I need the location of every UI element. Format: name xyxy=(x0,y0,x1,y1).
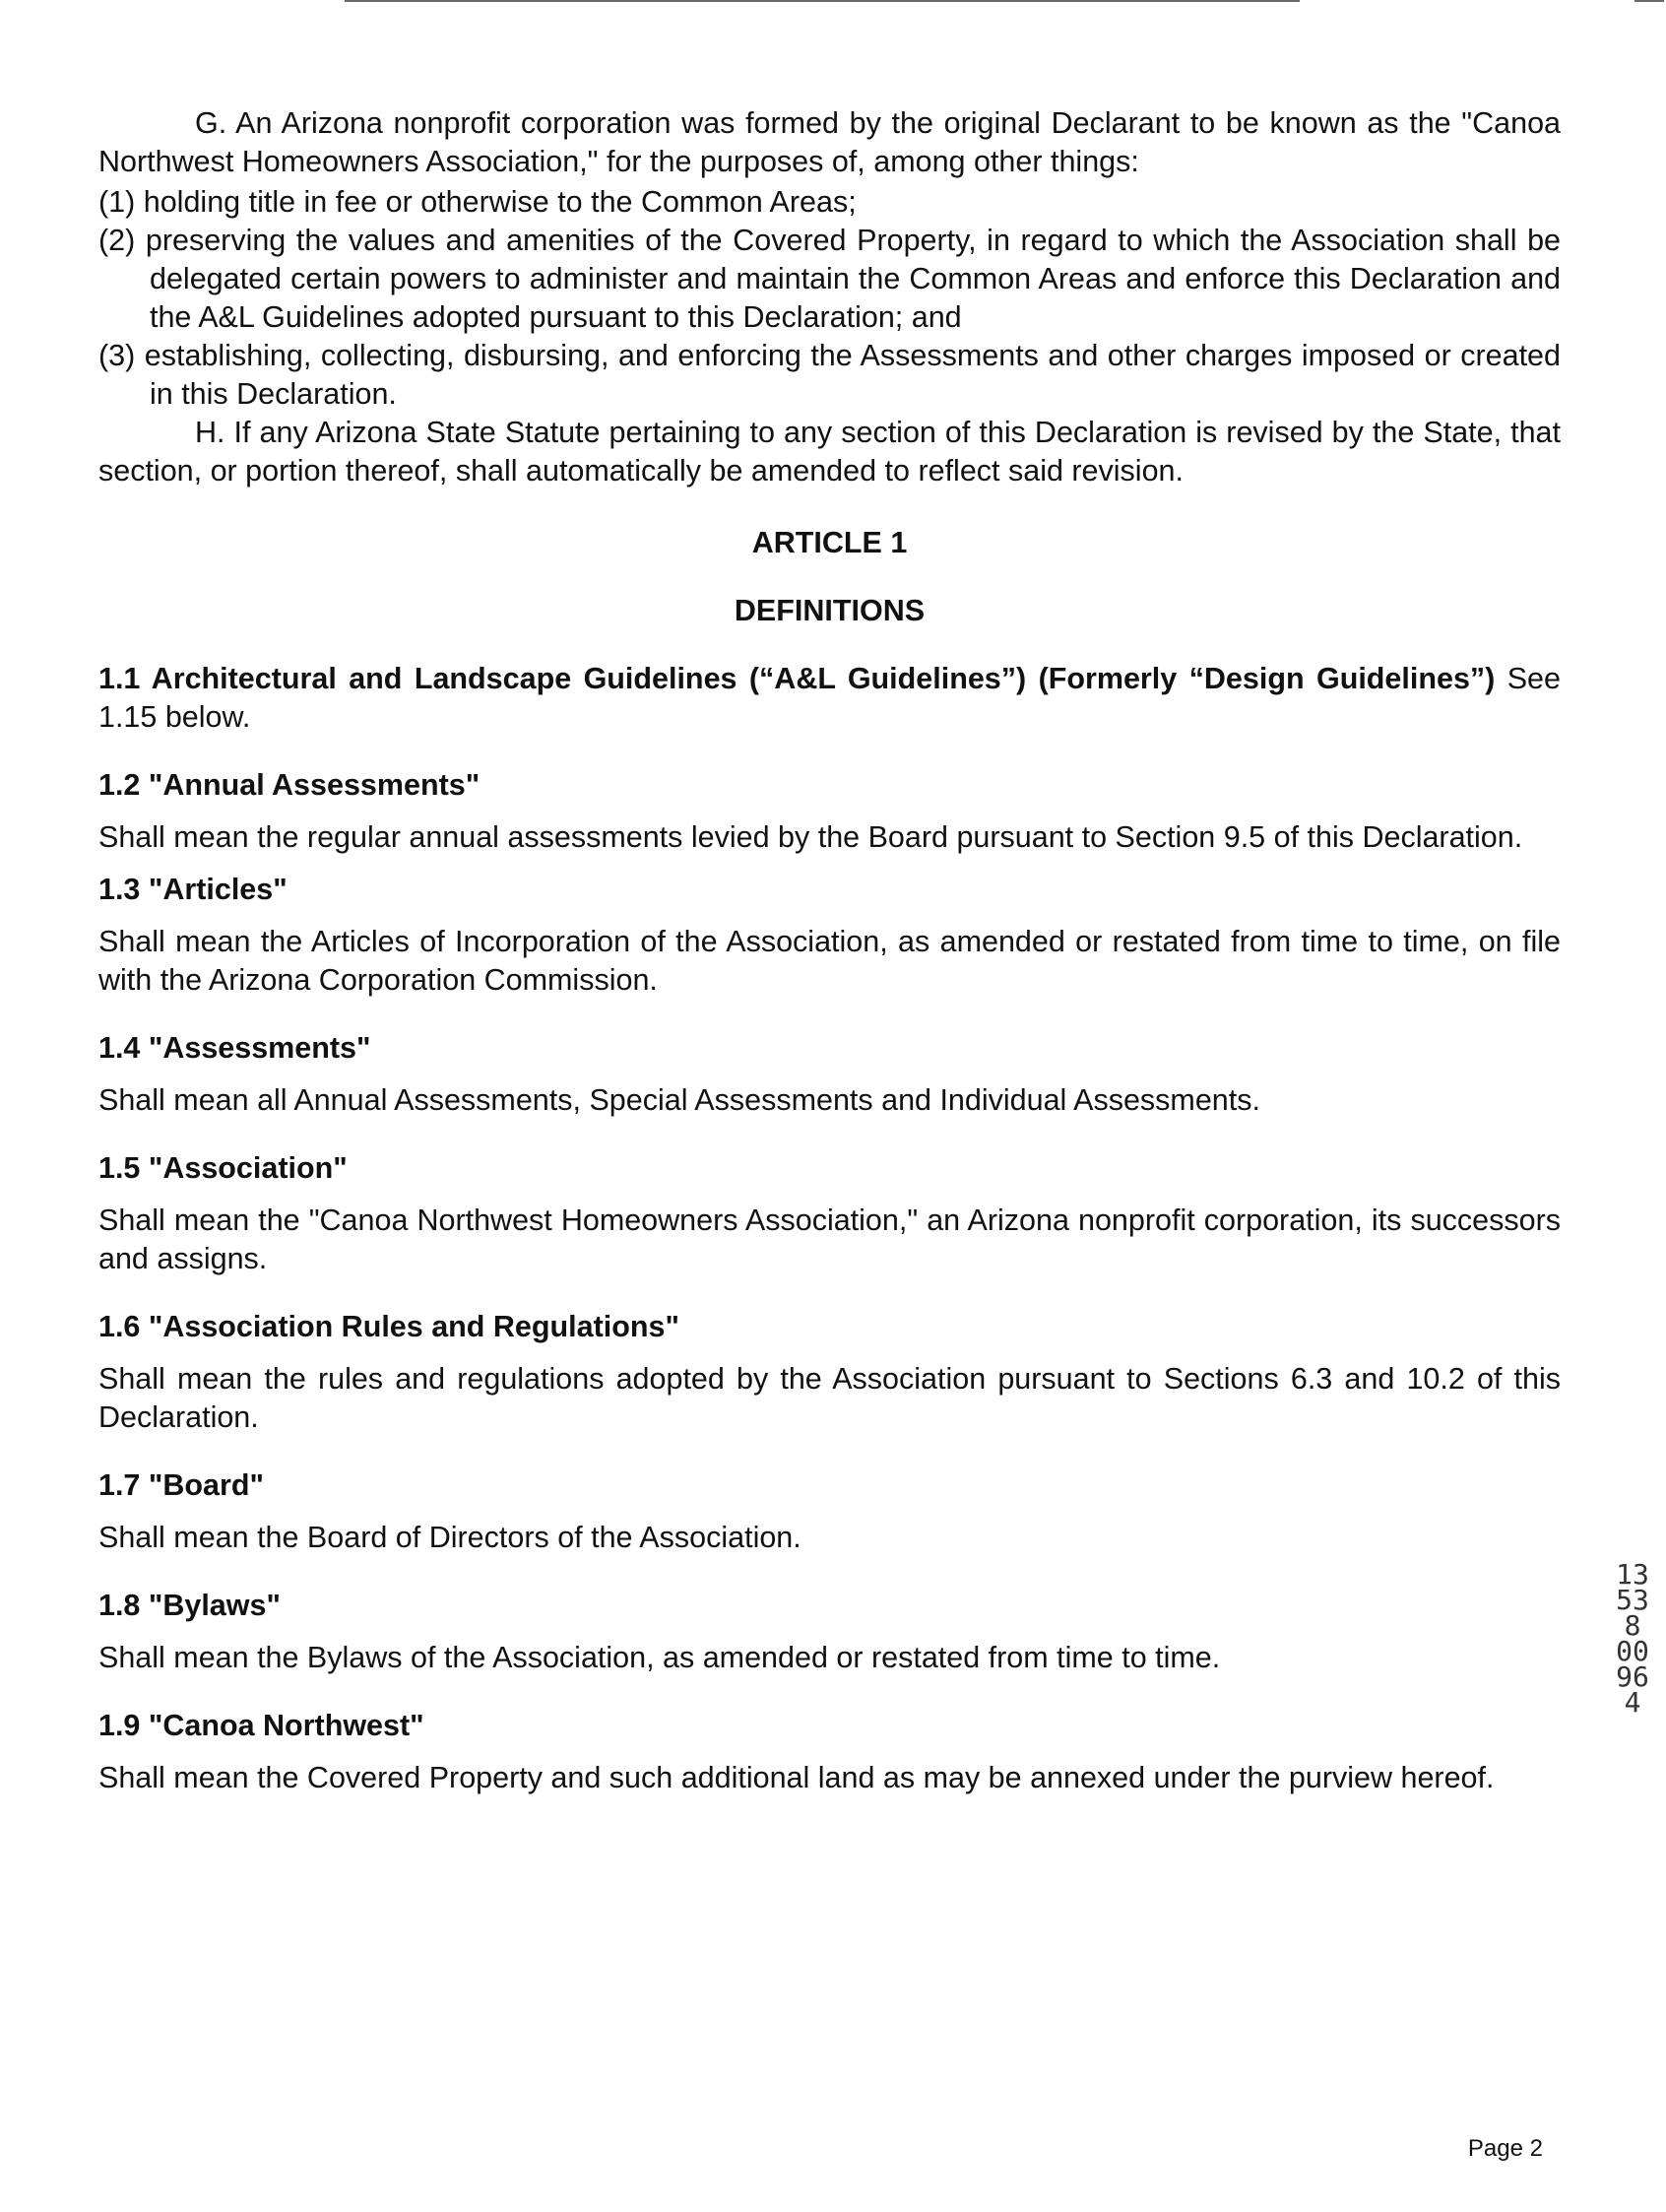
margin-recording-stamp: 13538 00964 xyxy=(1616,1558,1649,1719)
definition-inline-text: See 1.15 below. xyxy=(98,662,1561,734)
recital-g-item: (2) preserving the values and amenities of the Covered Property, in regard to which the Association shall be delegated certain powers to administer and maintain the Common Areas and enforce this Declaration and the A&L Guidelines adopted pursuant to this Declaration; and xyxy=(98,224,1561,334)
article-title: DEFINITIONS xyxy=(734,594,926,627)
definition-heading: 1.5 "Association" xyxy=(98,1151,348,1185)
definition-body: Shall mean the Board of Directors of the Association. xyxy=(98,1521,801,1554)
definition-body: Shall mean the Articles of Incorporation of the Association, as amended or restated from time to time, on file with the Arizona Corporation Commission. xyxy=(98,925,1561,997)
definition-body: Shall mean the Bylaws of the Association, as amended or restated from time to time. xyxy=(98,1641,1221,1674)
definition-heading: 1.7 "Board" xyxy=(98,1468,264,1502)
definition-1-1 xyxy=(98,660,1561,737)
scan-top-line xyxy=(345,0,1300,2)
recital-g-list xyxy=(98,183,1561,414)
definition-heading: 1.8 "Bylaws" xyxy=(98,1589,281,1622)
recital-g-item: (3) establishing, collecting, disbursing, and enforcing the Assessments and other charges imposed or created in this Declaration. xyxy=(98,339,1561,411)
definition-body: Shall mean the rules and regulations adopted by the Association pursuant to Sections 6.3 and 10.2 of this Declaration. xyxy=(98,1362,1561,1434)
definition-heading: 1.1 Architectural and Landscape Guidelines (“A&L Guidelines”) (Formerly “Design Guidelines”) xyxy=(98,662,1496,695)
definition-body: Shall mean the "Canoa Northwest Homeowners Association," an Arizona nonprofit corporation, its successors and assigns. xyxy=(98,1204,1561,1275)
document-body xyxy=(98,104,1561,1797)
recital-g-intro: G. An Arizona nonprofit corporation was formed by the original Declarant to be known as the "Canoa Northwest Homeowners Association," for the purposes of, among other things: xyxy=(98,106,1561,178)
definition-heading: 1.3 "Articles" xyxy=(98,873,288,906)
definition-heading: 1.4 "Assessments" xyxy=(98,1031,371,1065)
page-number: Page 2 xyxy=(1467,2135,1543,2162)
definition-heading: 1.2 "Annual Assessments" xyxy=(98,768,481,802)
definition-body: Shall mean all Annual Assessments, Special Assessments and Individual Assessments. xyxy=(98,1083,1260,1117)
definition-body: Shall mean the regular annual assessments levied by the Board pursuant to Section 9.5 of this Declaration. xyxy=(98,820,1523,854)
definition-body: Shall mean the Covered Property and such additional land as may be annexed under the purview hereof. xyxy=(98,1761,1495,1794)
scan-top-line-short xyxy=(1634,0,1664,2)
definition-heading: 1.9 "Canoa Northwest" xyxy=(98,1709,424,1742)
recital-h: H. If any Arizona State Statute pertaining to any section of this Declaration is revised by the State, that section, or portion thereof, shall automatically be amended to reflect said revision. xyxy=(98,416,1561,488)
definition-heading: 1.6 "Association Rules and Regulations" xyxy=(98,1310,679,1343)
recital-g-item: (1) holding title in fee or otherwise to the Common Areas; xyxy=(98,185,857,219)
article-number: ARTICLE 1 xyxy=(751,526,908,559)
